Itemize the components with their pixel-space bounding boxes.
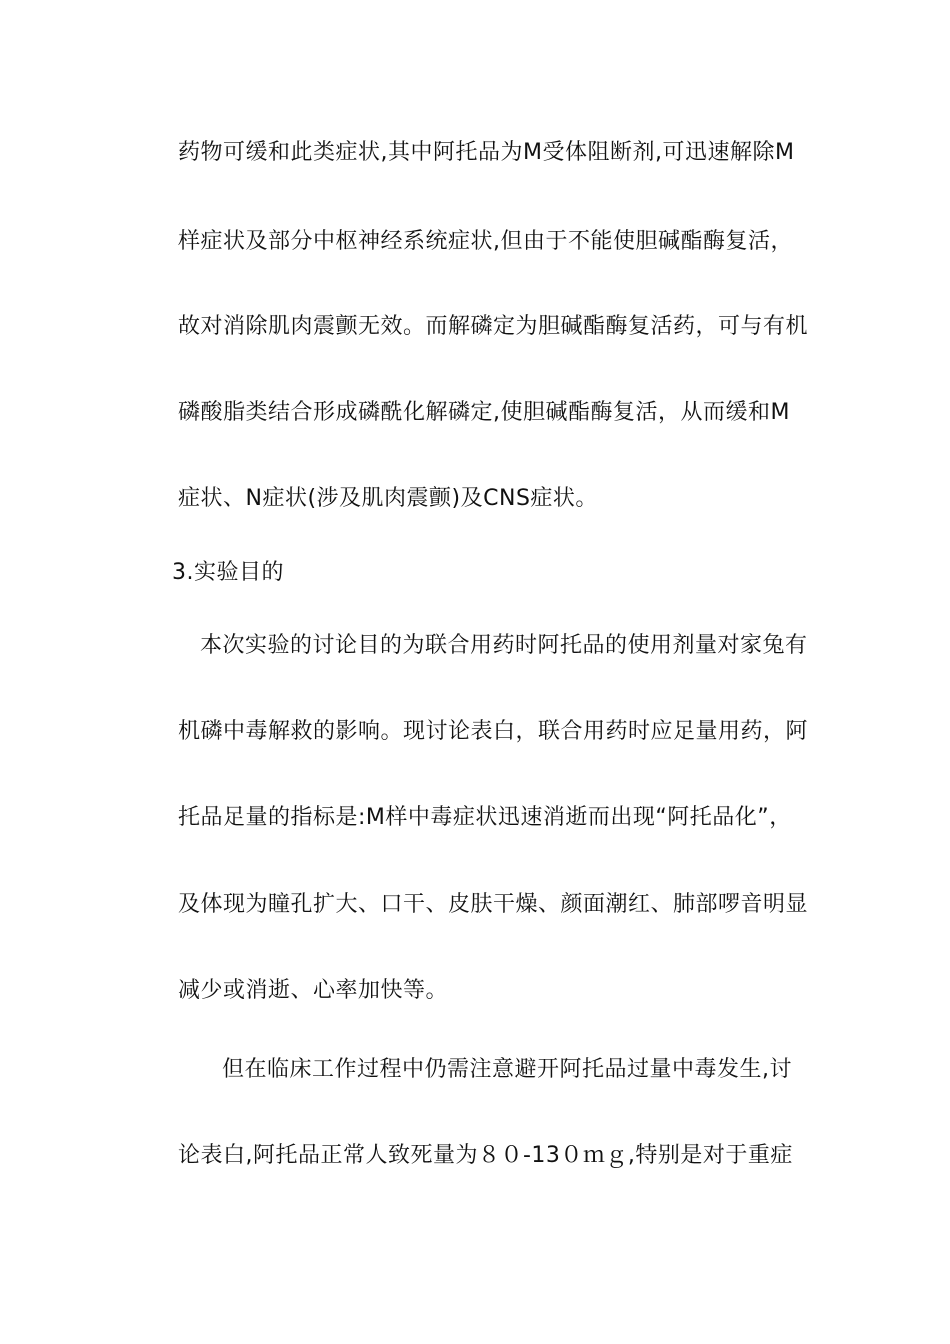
paragraph-2-line-5: 减少或消逝、心率加快等。 <box>178 978 449 1003</box>
paragraph-2-line-3: 托品足量的指标是:M样中毒症状迅速消逝而出现“阿托品化”， <box>178 805 792 830</box>
paragraph-1-line-1: 药物可缓和此类症状,其中阿托品为M受体阻断剂,可迅速解除M <box>178 140 795 165</box>
paragraph-1-line-3: 故对消除肌肉震颤无效。而解磷定为胆碱酯酶复活药，可与有机 <box>178 314 809 339</box>
paragraph-3-line-2: 论表白,阿托品正常人致死量为８０-13０ｍｇ,特别是对于重症 <box>178 1143 793 1168</box>
section-heading: 3.实验目的 <box>172 560 284 585</box>
paragraph-1-line-2: 样症状及部分中枢神经系统症状,但由于不能使胆碱酯酶复活， <box>178 229 793 254</box>
paragraph-3-line-1: 但在临床工作过程中仍需注意避开阿托品过量中毒发生,讨 <box>222 1057 792 1082</box>
paragraph-2-line-4: 及体现为瞳孔扩大、口干、皮肤干燥、颜面潮红、肺部啰音明显 <box>178 892 809 917</box>
paragraph-1-line-5: 症状、N症状(涉及肌肉震颤)及CNS症状。 <box>178 486 598 511</box>
paragraph-2-line-1: 本次实验的讨论目的为联合用药时阿托品的使用剂量对家兔有 <box>200 633 808 658</box>
paragraph-2-line-2: 机磷中毒解救的影响。现讨论表白，联合用药时应足量用药，阿 <box>178 719 809 744</box>
paragraph-1-line-4: 磷酸脂类结合形成磷酰化解磷定,使胆碱酯酶复活，从而缓和M <box>178 400 790 425</box>
